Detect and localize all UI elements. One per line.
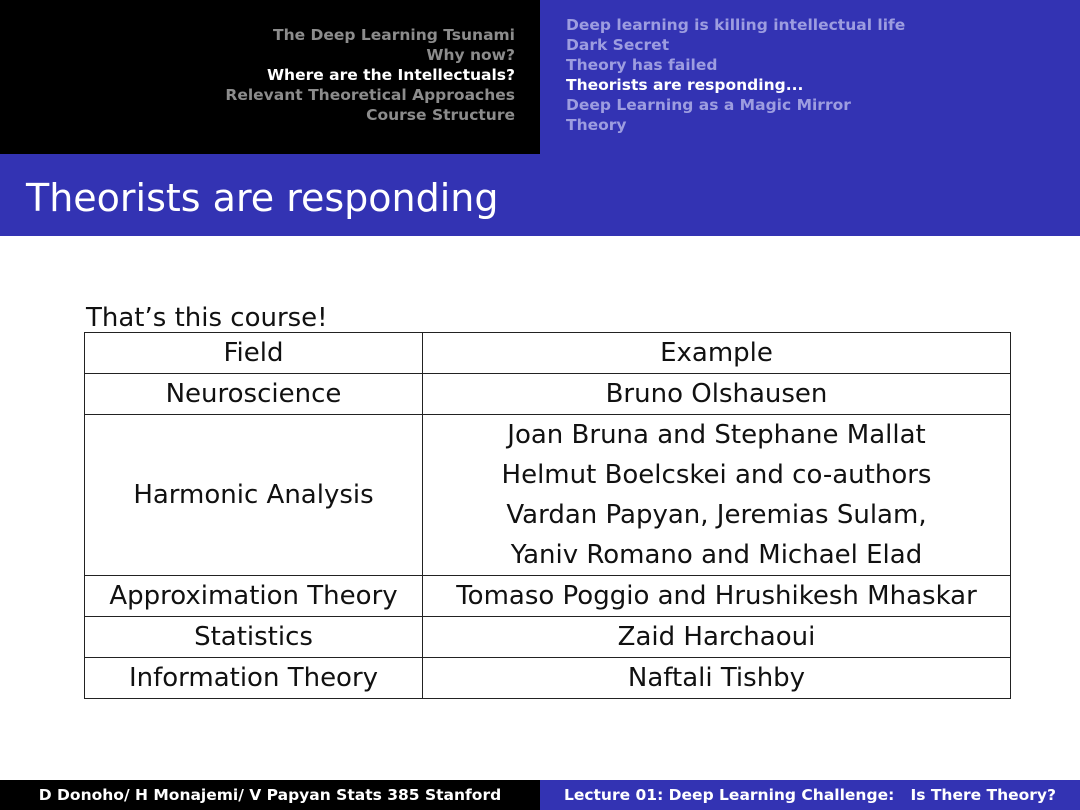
- slide-header: [0, 0, 1080, 154]
- column-header-example: Example: [423, 333, 1011, 374]
- table-row: [85, 658, 1011, 699]
- example-cell: Naftali Tishby: [423, 658, 1011, 699]
- nav-section-2-active[interactable]: Where are the Intellectuals?: [266, 66, 515, 84]
- example-cell: Bruno Olshausen: [423, 374, 1011, 415]
- example-line: Vardan Papyan, Jeremias Sulam,: [506, 500, 927, 530]
- example-cell: Tomaso Poggio and Hrushikesh Mhaskar: [423, 576, 1011, 617]
- table-row: [85, 415, 1011, 576]
- slide-footer: [0, 780, 1080, 810]
- nav-section-4[interactable]: Course Structure: [366, 106, 515, 124]
- intro-text: That’s this course!: [86, 303, 328, 333]
- table-header-row: [85, 333, 1011, 374]
- example-cell: [423, 415, 1011, 576]
- slide-title: Theorists are responding: [26, 176, 499, 220]
- nav-subsection-0[interactable]: Deep learning is killing intellectual life: [566, 16, 906, 34]
- nav-subsection-4[interactable]: Deep Learning as a Magic Mirror: [566, 96, 851, 114]
- field-cell: Harmonic Analysis: [85, 415, 423, 576]
- table-row: [85, 374, 1011, 415]
- nav-subsection-2[interactable]: Theory has failed: [566, 56, 718, 74]
- field-cell: Approximation Theory: [85, 576, 423, 617]
- table-row: [85, 576, 1011, 617]
- nav-subsection-3-active[interactable]: Theorists are responding...: [566, 76, 804, 94]
- column-header-field: Field: [85, 333, 423, 374]
- example-line: Joan Bruna and Stephane Mallat: [507, 420, 926, 450]
- nav-subsection-1[interactable]: Dark Secret: [566, 36, 670, 54]
- nav-section-1[interactable]: Why now?: [426, 46, 515, 64]
- theory-table: [84, 332, 1011, 699]
- table-row: [85, 617, 1011, 658]
- example-cell: Zaid Harchaoui: [423, 617, 1011, 658]
- field-cell: Neuroscience: [85, 374, 423, 415]
- footer-lecture-title: Lecture 01: Deep Learning Challenge: Is There Theory?: [540, 780, 1080, 810]
- example-line: Yaniv Romano and Michael Elad: [510, 540, 923, 570]
- field-cell: Information Theory: [85, 658, 423, 699]
- frame-title-bar: [0, 154, 1080, 236]
- nav-section-0[interactable]: The Deep Learning Tsunami: [273, 26, 515, 44]
- nav-subsection-5[interactable]: Theory: [566, 116, 627, 134]
- nav-section-3[interactable]: Relevant Theoretical Approaches: [225, 86, 515, 104]
- section-navigation: [0, 0, 540, 154]
- field-cell: Statistics: [85, 617, 423, 658]
- example-line: Helmut Boelcskei and co-authors: [501, 460, 932, 490]
- footer-authors: D Donoho/ H Monajemi/ V Papyan Stats 385 Stanford: [0, 780, 540, 810]
- subsection-navigation: [540, 0, 1080, 154]
